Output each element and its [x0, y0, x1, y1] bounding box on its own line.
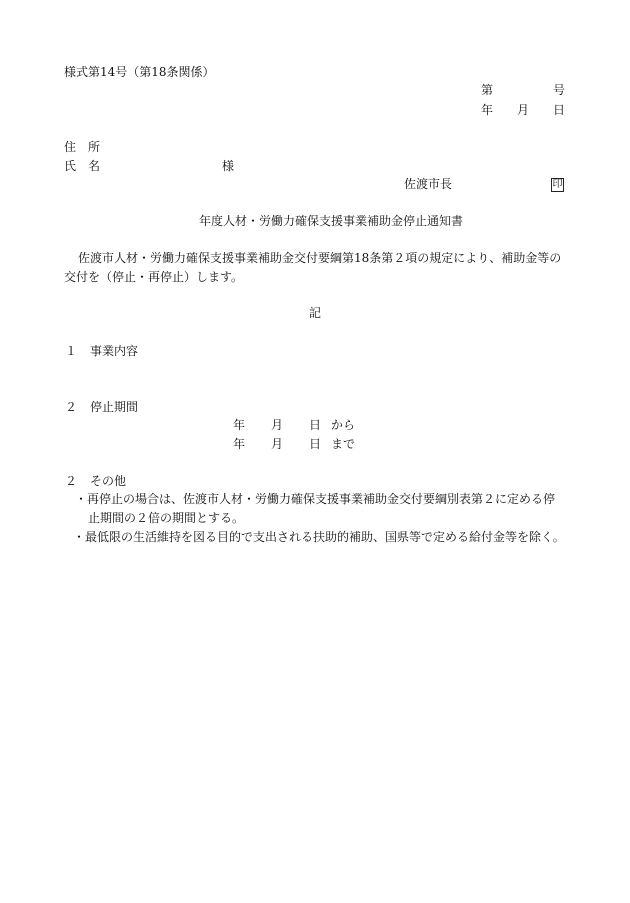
address-label: 住 所 — [64, 140, 101, 154]
body-line-2: 交付を（停止・再停止）します。 — [64, 270, 244, 284]
seal-box: 印 — [552, 179, 563, 190]
item2-label: 停止期間 — [90, 400, 139, 414]
form-number: 様式第14号（第18条関係） — [64, 65, 215, 79]
period-from-year: 年 — [233, 418, 246, 432]
date-day: 日 — [553, 103, 566, 117]
body-line-1: 佐渡市人材・労働力確保支援事業補助金交付要綱第18条第２項の規定により、補助金等の — [78, 251, 562, 265]
issuer-title: 佐渡市長 — [404, 177, 453, 191]
item3-label: その他 — [90, 474, 127, 488]
item1-label: 事業内容 — [90, 344, 139, 358]
note2: ・最低限の生活維持を図る目的で支出される扶助的補助、国県等で定める給付金等を除く。 — [73, 530, 565, 544]
item2-number: ２ — [65, 400, 78, 414]
date-year: 年 — [481, 103, 494, 117]
item1-number: １ — [65, 344, 78, 358]
period-from-day: 日 — [309, 418, 322, 432]
name-label: 氏 名 — [64, 159, 101, 173]
period-to-month: 月 — [271, 437, 284, 451]
ki-marker: 記 — [309, 306, 322, 320]
doc-number-prefix: 第 — [481, 83, 494, 97]
period-to-year: 年 — [233, 437, 246, 451]
period-to-suffix: まで — [331, 437, 356, 451]
honorific: 様 — [222, 159, 235, 173]
period-from-month: 月 — [271, 418, 284, 432]
note1-line-1: ・再停止の場合は、佐渡市人材・労働力確保支援事業補助金交付要綱別表第２に定める停 — [75, 492, 556, 506]
doc-number-suffix: 号 — [553, 83, 566, 97]
period-from-suffix: から — [331, 418, 356, 432]
seal-mark — [551, 176, 564, 192]
date-month: 月 — [517, 103, 530, 117]
period-to-day: 日 — [309, 437, 322, 451]
note1-line-2: 止期間の２倍の期間とする。 — [88, 511, 245, 525]
item3-number: ２ — [65, 474, 78, 488]
document-title: 年度人材・労働力確保支援事業補助金停止通知書 — [199, 214, 464, 228]
